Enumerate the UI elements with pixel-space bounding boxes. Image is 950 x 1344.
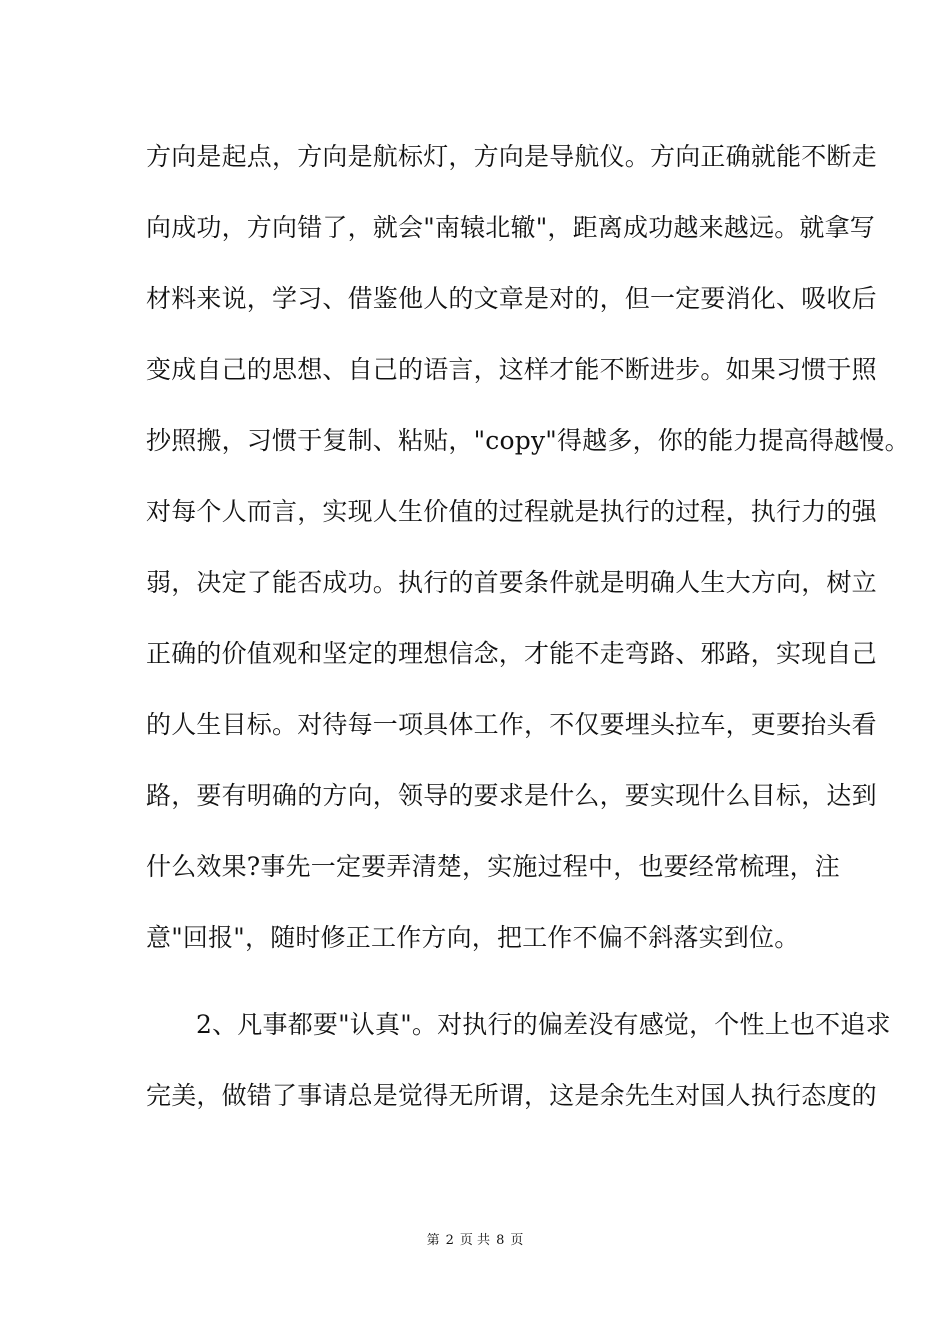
text-line: 对每个人而言，实现人生价值的过程就是执行的过程，执行力的强	[146, 497, 877, 526]
text-line: 完美，做错了事请总是觉得无所谓，这是余先生对国人执行态度的	[146, 1081, 877, 1110]
text-line: 路，要有明确的方向，领导的要求是什么，要实现什么目标，达到	[146, 781, 877, 810]
text-line: 的人生目标。对待每一项具体工作，不仅要埋头拉车，更要抬头看	[146, 710, 877, 739]
text-line: 向成功，方向错了，就会"南辕北辙"，距离成功越来越远。就拿写	[146, 213, 876, 242]
text-line: 材料来说，学习、借鉴他人的文章是对的，但一定要消化、吸收后	[146, 284, 877, 313]
current-page-number: 2	[445, 1233, 454, 1248]
text-line: 意"回报"，随时修正工作方向，把工作不偏不斜落实到位。	[146, 923, 800, 952]
page-number-footer	[0, 1232, 950, 1250]
footer-prefix: 第	[426, 1233, 440, 1248]
footer-suffix: 页	[510, 1233, 524, 1248]
text-line: 变成自己的思想、自己的语言，这样才能不断进步。如果习惯于照	[146, 355, 877, 384]
text-line: 抄照搬，习惯于复制、粘贴，"copy"得越多，你的能力提高得越慢。	[146, 426, 910, 455]
text-line: 正确的价值观和坚定的理想信念，才能不走弯路、邪路，实现自己	[146, 639, 877, 668]
total-page-count: 8	[496, 1233, 505, 1248]
paragraph-start-line: 2、凡事都要"认真"。对执行的偏差没有感觉，个性上也不追求	[196, 1010, 891, 1039]
text-line: 方向是起点，方向是航标灯，方向是导航仪。方向正确就能不断走	[146, 142, 877, 171]
footer-middle: 页 共	[459, 1233, 491, 1248]
text-line: 什么效果?事先一定要弄清楚，实施过程中，也要经常梳理，注	[146, 852, 841, 881]
text-line: 弱，决定了能否成功。执行的首要条件就是明确人生大方向，树立	[146, 568, 877, 597]
